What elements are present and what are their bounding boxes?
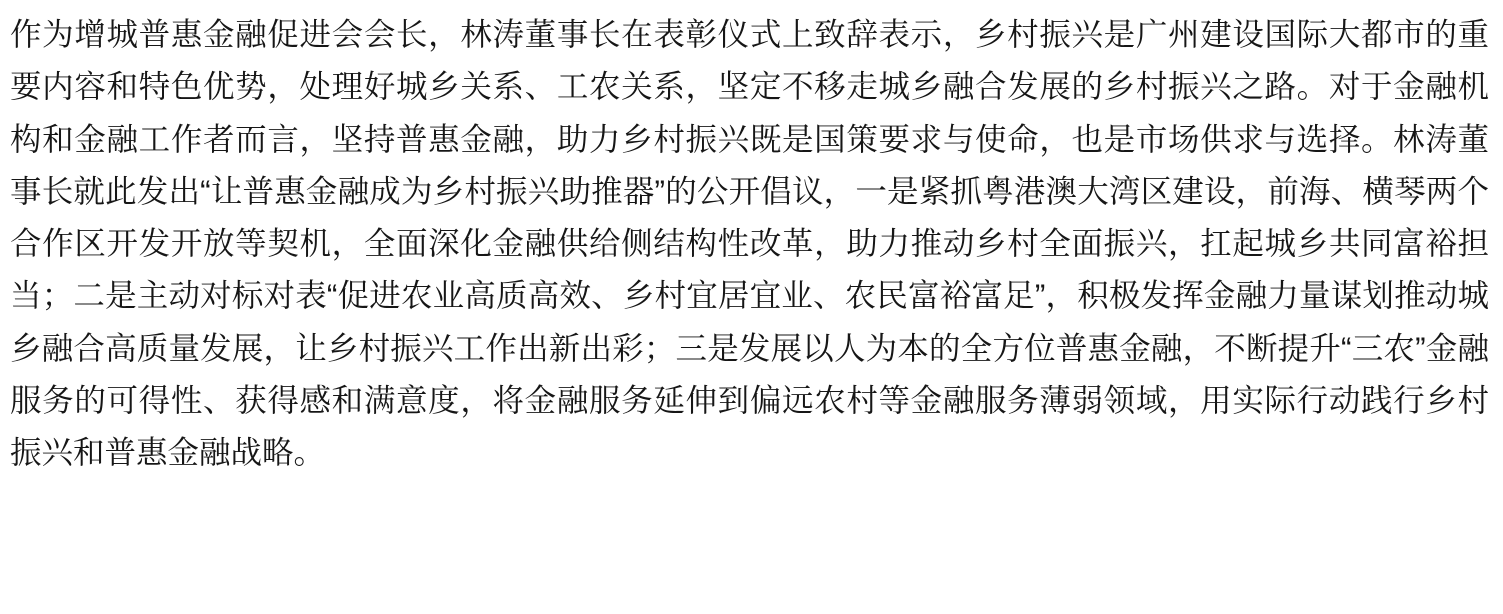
- paragraph: 作为增城普惠金融促进会会长，林涛董事长在表彰仪式上致辞表示，乡村振兴是广州建设国际大都市的重要内容和特色优势，处理好城乡关系、工农关系，坚定不移走城乡融合发展的乡村振兴之路。对于金融机构和金融工作者而言，坚持普惠金融，助力乡村振兴既是国策要求与使命，也是市场供求与选择。林涛董事长就此发出“让普惠金融成为乡村振兴助推器”的公开倡议，一是紧抓粤港澳大湾区建设，前海、横琴两个合作区开发开放等契机，全面深化金融供给侧结构性改革，助力推动乡村全面振兴，扛起城乡共同富裕担当；二是主动对标对表“促进农业高质高效、乡村宜居宜业、农民富裕富足”，积极发挥金融力量谋划推动城乡融合高质量发展，让乡村振兴工作出新出彩；三是发展以人为本的全方位普惠金融，不断提升“三农”金融服务的可得性、获得感和满意度，将金融服务延伸到偏远农村等金融服务薄弱领域，用实际行动践行乡村振兴和普惠金融战略。: [10, 16, 1490, 471]
- article-body: [10, 8, 1489, 479]
